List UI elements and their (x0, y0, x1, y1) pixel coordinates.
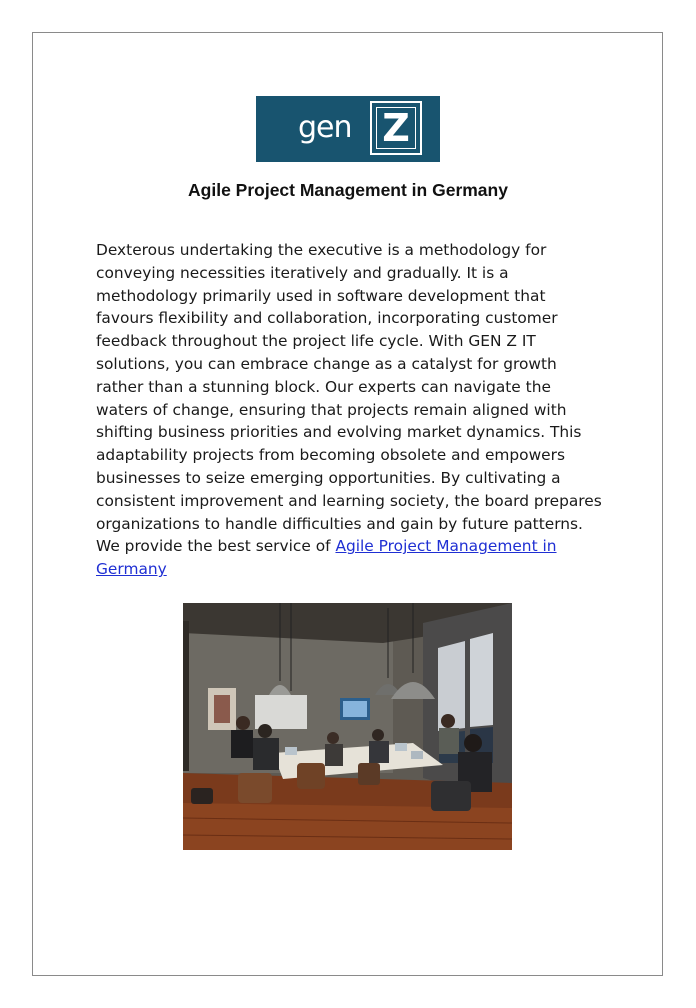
logo-z-box (370, 101, 422, 155)
body-text: Dexterous undertaking the executive is a methodology for conveying necessities iteratively and gradually. It is a methodology primarily used in software development that favours flexibility and collaboration, incorporating customer feedback throughout the project life cycle. With GEN Z IT solutions, you can embrace change as a catalyst for growth rather than a stunning block. Our experts can navigate the waters of change, ensuring that projects remain aligned with shifting business priorities and evolving market dynamics. This adaptability projects from becoming obsolete and empowers businesses to seize emerging opportunities. By cultivating a consistent improvement and learning society, the board prepares organizations to handle difficulties and gain by future patterns. We provide the best service of (96, 241, 602, 556)
agile-pm-link[interactable]: Agile Project Management in Germany (96, 537, 557, 579)
body-paragraph (96, 239, 606, 581)
gen-z-logo (256, 96, 440, 162)
page-title: Agile Project Management in Germany (188, 180, 508, 200)
logo-z-letter: Z (376, 107, 416, 149)
office-meeting-photo (183, 603, 512, 850)
logo-word: gen (298, 110, 352, 145)
photo-illustration (183, 603, 512, 850)
